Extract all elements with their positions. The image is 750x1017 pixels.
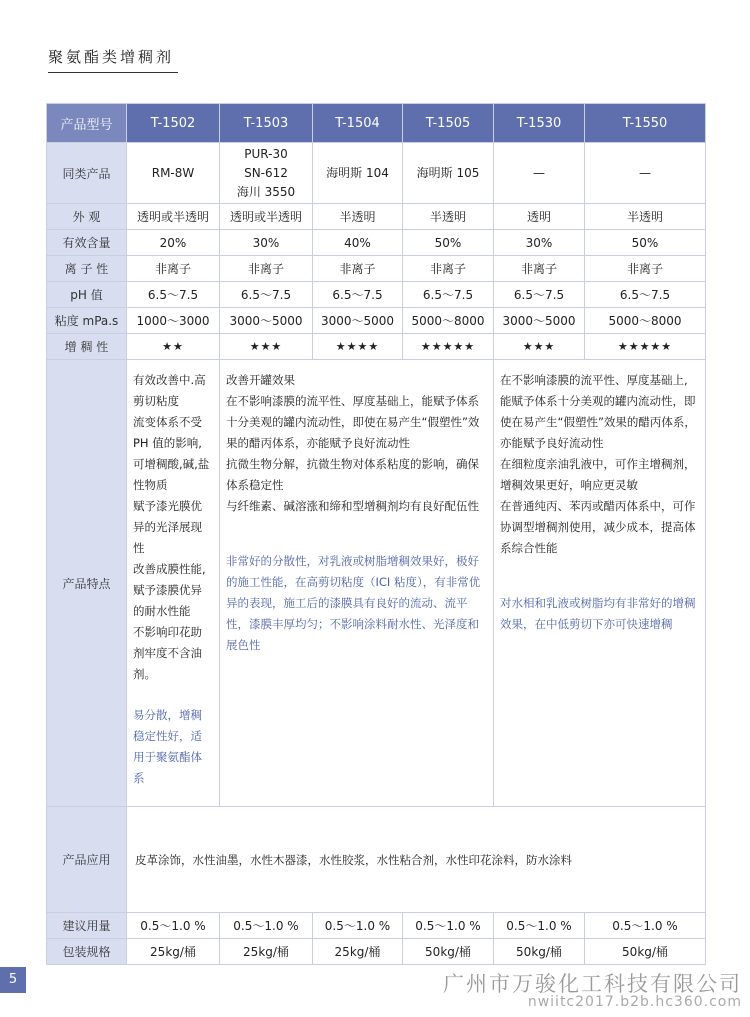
dosage-cell: 0.5～1.0 % [403,913,494,939]
dosage-row [47,913,706,939]
page-title: 聚氨酯类增稠剂 [48,48,175,66]
spec-row [47,230,706,256]
packaging-cell: 25kg/桶 [220,939,313,965]
spec-cell: 透明或半透明 [220,204,313,230]
peer-cell [585,143,706,204]
feature-text: 有效改善中.高剪切粘度 流变体系不受 PH 值的影响,可增稠酸,碱,盐性物质 赋予漆光膜优异的光泽展现性 改善成膜性能,赋予漆膜优异的耐水性能 不影响印花助剂牢度不含油剂。 [133,373,210,681]
row-label: 产品应用 [47,807,127,913]
peer-product-name: SN-612 [244,165,288,180]
spec-cell: 非离子 [494,256,585,282]
star-rating: ★★ [127,334,220,360]
spec-cell: 非离子 [220,256,313,282]
application-row [47,807,706,913]
spec-cell: 半透明 [585,204,706,230]
row-label: 建议用量 [47,913,127,939]
peer-product-name: 海明斯 105 [416,165,480,180]
packaging-cell: 50kg/桶 [585,939,706,965]
packaging-row [47,939,706,965]
feature-cell [494,360,706,807]
spec-cell: 30% [220,230,313,256]
model-header: T-1550 [585,104,706,143]
peer-cell [220,143,313,204]
features-row [47,360,706,807]
star-rating: ★★★★★ [585,334,706,360]
peer-cell [313,143,403,204]
packaging-cell: 25kg/桶 [127,939,220,965]
spec-cell: 半透明 [403,204,494,230]
title-underline [48,72,178,73]
peer-cell [494,143,585,204]
dosage-cell: 0.5～1.0 % [585,913,706,939]
spec-cell: 20% [127,230,220,256]
peer-product-name: PUR-30 [244,146,288,161]
spec-cell: 非离子 [403,256,494,282]
spec-cell: 非离子 [127,256,220,282]
star-rating: ★★★★★ [403,334,494,360]
row-label: 包装规格 [47,939,127,965]
spec-table [46,103,706,965]
header-row [47,104,706,143]
peer-cell [403,143,494,204]
spec-cell: 6.5～7.5 [127,282,220,308]
spec-cell: 6.5～7.5 [220,282,313,308]
feature-highlight: 对水相和乳液或树脂均有非常好的增稠效果，在中低剪切下亦可快速增稠 [500,596,696,631]
spec-cell: 6.5～7.5 [403,282,494,308]
spec-cell: 3000～5000 [313,308,403,334]
spec-cell: 5000～8000 [403,308,494,334]
spec-cell: 40% [313,230,403,256]
peer-product-row [47,143,706,204]
spec-cell: 5000～8000 [585,308,706,334]
spec-cell: 1000～3000 [127,308,220,334]
model-header: T-1504 [313,104,403,143]
feature-text: 改善开罐效果 在不影响漆膜的流平性、厚度基础上，能赋予体系十分美观的罐内流动性，即使在易产生“假塑性”效果的醋丙体系，亦能赋予良好流动性 抗微生物分解，抗微生物对体系粘度的影响，确保体系稳定性 与纤维素、碱溶涨和缔和型增稠剂均有良好配伍性 [226,373,480,513]
peer-product-name: 海明斯 104 [326,165,389,180]
footer-url: nwiitc2017.b2b.hc360.com [527,994,742,1010]
feature-highlight: 非常好的分散性，对乳液或树脂增稠效果好，极好的施工性能，在高剪切粘度（ICI 粘度），有非常优异的表现，施工后的漆膜具有良好的流动、流平性，漆膜丰厚均匀；不影响涂料耐水性、光泽度和展色性 [226,554,481,652]
row-label: 产品特点 [47,360,127,807]
spec-cell: 非离子 [585,256,706,282]
model-header: T-1505 [403,104,494,143]
peer-product-name: RM-8W [151,165,195,180]
spec-cell: 非离子 [313,256,403,282]
dosage-cell: 0.5～1.0 % [127,913,220,939]
feature-highlight: 易分散，增稠稳定性好，适用于聚氨酯体系 [133,708,202,785]
packaging-cell: 50kg/桶 [403,939,494,965]
spec-row [47,256,706,282]
dosage-cell: 0.5～1.0 % [494,913,585,939]
feature-cell [220,360,494,807]
star-rating: ★★★ [220,334,313,360]
thickening-row [47,334,706,360]
row-label: pH 值 [47,282,127,308]
spec-cell: 3000～5000 [494,308,585,334]
spacer [133,685,213,705]
model-header: T-1503 [220,104,313,143]
star-rating: ★★★★ [313,334,403,360]
dosage-cell: 0.5～1.0 % [313,913,403,939]
header-label: 产品型号 [47,104,127,143]
peer-product-name: — [533,165,545,180]
spec-cell: 50% [403,230,494,256]
row-label: 粘度 mPa.s [47,308,127,334]
spec-cell: 6.5～7.5 [494,282,585,308]
dosage-cell: 0.5～1.0 % [220,913,313,939]
peer-cell [127,143,220,204]
row-label: 离 子 性 [47,256,127,282]
spec-cell: 透明或半透明 [127,204,220,230]
spec-cell: 3000～5000 [220,308,313,334]
spec-cell: 50% [585,230,706,256]
peer-product-name: — [639,165,651,180]
spec-row [47,308,706,334]
feature-text: 在不影响漆膜的流平性、厚度基础上,能赋予体系十分美观的罐内流动性，即使在易产生“假塑性”效果的醋丙体系，亦能赋予良好流动性 在细粒度亲油乳液中，可作主增稠剂，增稠效果更好，响应更灵敏 在普通纯丙、苯丙或醋丙体系中，可作协调型增稠剂使用，减少成本，提高体系综合性能 [500,373,696,555]
row-label: 有效含量 [47,230,127,256]
spacer [226,517,487,551]
spec-cell: 透明 [494,204,585,230]
spec-row [47,204,706,230]
model-header: T-1530 [494,104,585,143]
star-rating: ★★★ [494,334,585,360]
spec-cell: 6.5～7.5 [313,282,403,308]
page-number: 5 [0,967,26,993]
peer-product-name: 海川 3550 [236,184,296,199]
row-label: 同类产品 [47,143,127,204]
application-text: 皮革涂饰，水性油墨，水性木器漆，水性胶浆，水性粘合剂，水性印花涂料，防水涂料 [127,807,706,913]
spacer [500,559,699,593]
packaging-cell: 25kg/桶 [313,939,403,965]
row-label: 增 稠 性 [47,334,127,360]
spec-cell: 6.5～7.5 [585,282,706,308]
packaging-cell: 50kg/桶 [494,939,585,965]
spec-row [47,282,706,308]
spec-cell: 半透明 [313,204,403,230]
footer-company: 广州市万骏化工科技有限公司 [443,972,742,996]
model-header: T-1502 [127,104,220,143]
feature-cell [127,360,220,807]
row-label: 外 观 [47,204,127,230]
spec-cell: 30% [494,230,585,256]
